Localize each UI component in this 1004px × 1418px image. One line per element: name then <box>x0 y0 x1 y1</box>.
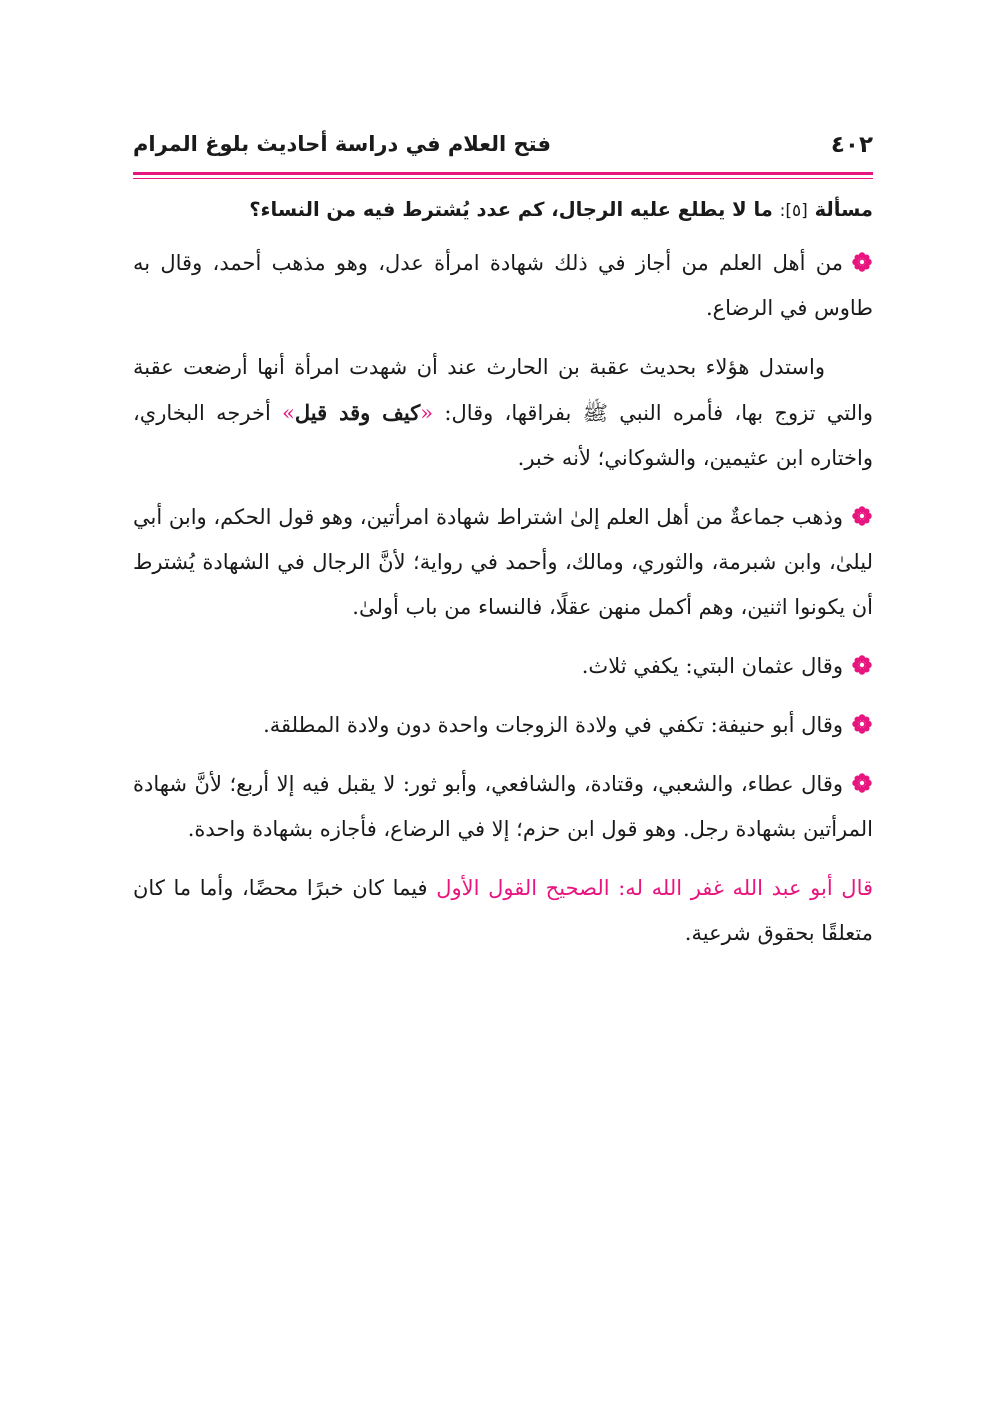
issue-number: [٥]: <box>779 201 808 221</box>
paragraph-7-text: فيما كان خبرًا محضًا، وأما ما كان متعلقًا بحقوق شرعية. <box>133 876 873 945</box>
author-opinion: الصحيح القول الأول <box>436 876 619 900</box>
paragraph-4-text: وقال عثمان البتي: يكفي ثلاث. <box>581 654 843 678</box>
page-number: ٤٠٢ <box>830 132 873 158</box>
paragraph-2 <box>133 345 873 481</box>
paragraph-1 <box>133 241 873 331</box>
paragraph-6 <box>133 762 873 852</box>
header-rule-thick <box>133 172 873 175</box>
quote-close-mark: » <box>282 401 295 425</box>
paragraph-5-text: وقال أبو حنيفة: تكفي في ولادة الزوجات واحدة دون ولادة المطلقة. <box>263 713 843 737</box>
paragraph-2-text-b: أخرجه البخاري، واختاره ابن عثيمين، والشوكاني؛ لأنه خبر. <box>133 401 873 470</box>
issue-heading <box>133 190 873 231</box>
quote-open-mark: « <box>420 401 434 425</box>
issue-label: مسألة <box>814 198 873 221</box>
hadith-quote: كيف وقد قيل <box>294 400 421 425</box>
book-title: فتح العلام في دراسة أحاديث بلوغ المرام <box>133 132 551 156</box>
flower-bullet-icon <box>851 772 873 794</box>
header-rule-thin <box>133 178 873 179</box>
paragraph-3-text: وذهب جماعةٌ من أهل العلم إلىٰ اشتراط شهادة امرأتين، وهو قول الحكم، وابن أبي ليلىٰ، وابن شبرمة، والثوري، ومالك، وأحمد في رواية؛ لأنَّ الرجال في الشهادة يُشترط أن يكونوا اثنين، وهم أكمل منهن عقلًا، فالنساء من باب أولىٰ. <box>133 505 873 619</box>
paragraph-1-text: من أهل العلم من أجاز في ذلك شهادة امرأة عدل، وهو مذهب أحمد، وقال به طاوس في الرضاع. <box>133 251 873 320</box>
paragraph-7 <box>133 866 873 956</box>
flower-bullet-icon <box>851 505 873 527</box>
issue-question: ما لا يطلع عليه الرجال، كم عدد يُشترط فيه من النساء؟ <box>249 198 773 221</box>
paragraph-3 <box>133 495 873 630</box>
author-attribution: قال أبو عبد الله غفر الله له: <box>618 876 873 900</box>
paragraph-5 <box>133 703 873 748</box>
page-body <box>133 190 873 970</box>
paragraph-6-text: وقال عطاء، والشعبي، وقتادة، والشافعي، وأبو ثور: لا يقبل فيه إلا أربع؛ لأنَّ شهادة المرأتين بشهادة رجل. وهو قول ابن حزم؛ إلا في الرضاع، فأجازه بشهادة واحدة. <box>133 772 873 841</box>
paragraph-2-text-a: واستدل هؤلاء بحديث عقبة بن الحارث عند أن شهدت امرأة أنها أرضعت عقبة والتي تزوج بها، فأمره النبي ﷺ بفراقها، وقال: <box>133 355 873 425</box>
page-header <box>133 128 873 168</box>
flower-bullet-icon <box>851 251 873 273</box>
paragraph-4 <box>133 644 873 689</box>
flower-bullet-icon <box>851 713 873 735</box>
flower-bullet-icon <box>851 654 873 676</box>
